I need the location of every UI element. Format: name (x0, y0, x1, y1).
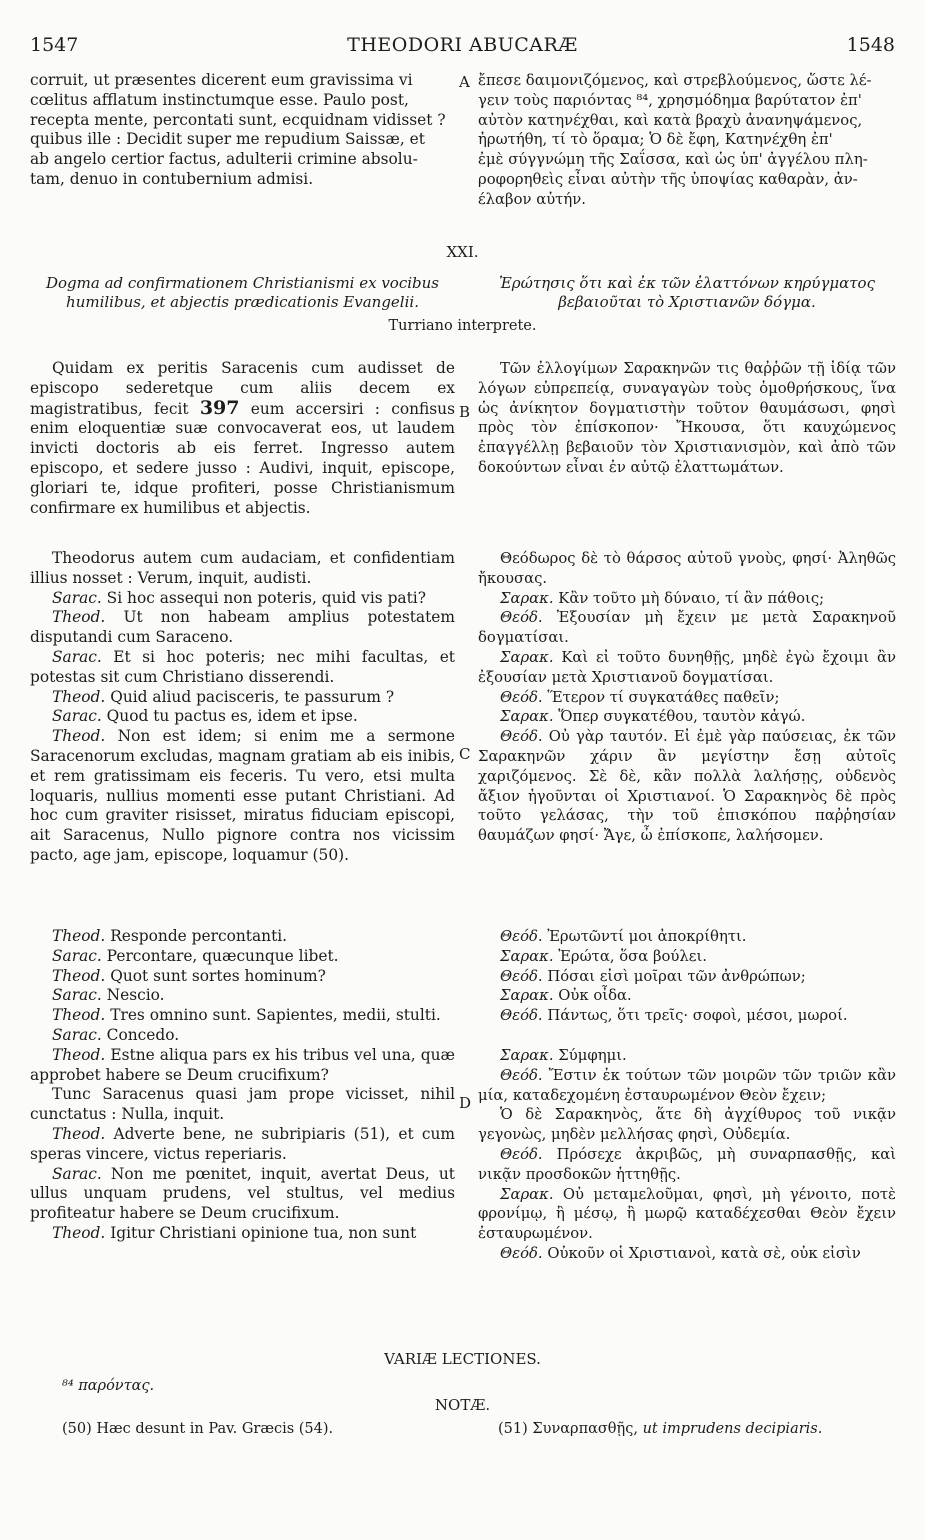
dialogue-text: Theodorus autem cum audaciam, et confidentiam illius nosset : Verum, inquit, audisti. (30, 549, 455, 587)
dialogue-text: Ἐξουσίαν μὴ ἔχειν με μετὰ Σαρακηνοῦ δογματίσαι. (478, 609, 896, 647)
dialogue-line (478, 967, 896, 987)
speaker-label: Sarac. (52, 707, 102, 726)
dialogue-text: Igitur Christiani opinione tua, non sunt (110, 1223, 417, 1242)
dialogue-text: Οὐ μεταμελοῦμαι, φησὶ, μὴ γένοιτο, ποτὲ φρονίμῳ, ἢ μέσῳ, ἢ μωρῷ καταδέχεσθαι Θεὸν ἔχειν ἐσταυρωμένον. (478, 1185, 896, 1243)
dialogue-line (478, 1244, 896, 1264)
column-number: 397 (199, 396, 240, 419)
page-number-left: 1547 (30, 34, 79, 56)
latin-paragraph (30, 359, 455, 518)
dialogue-text: Et si hoc poteris; nec mihi facultas, et potestas sit cum Christiano disserendi. (30, 647, 455, 686)
speaker-label: Sarac. (52, 946, 102, 965)
latin-line: recepta mente, percontati sunt, ecquidnam vidisset ? (30, 110, 446, 129)
speaker-label: Theod. (52, 1006, 106, 1025)
speaker-label: Sarac. (52, 1164, 102, 1183)
speaker-label: Θεόδ. (500, 967, 543, 985)
greek-line: ἠρωτήθη, τί τὸ ὅραμα; Ὁ δὲ ἔφη, Κατηνέχθη ἐπ' (478, 131, 833, 149)
dialogue-text: Quot sunt sortes hominum? (110, 966, 326, 985)
dialogue-text: Tunc Saracenus quasi jam prope vicisset, nihil cunctatus : Nulla, inquit. (30, 1085, 455, 1124)
greek-dialogue-b (478, 927, 896, 1264)
dialogue-line (478, 608, 896, 648)
dialogue-text: Ὁ δὲ Σαρακηνὸς, ἅτε δὴ ἀγχίθυρος τοῦ νικᾷν γεγονὼς, μηδὲν μελλήσας φησὶ, Οὐδεμία. (478, 1106, 896, 1144)
note-51 (498, 1421, 822, 1437)
speaker-label: Σαρακ. (500, 1046, 554, 1064)
note-51-greek: (51) Συναρπασθῇς, (498, 1421, 638, 1437)
latin-dialogue-b (30, 927, 455, 1244)
speaker-label: Θεόδ. (500, 1066, 543, 1084)
greek-line: ἔπεσε δαιμονιζόμενος, καὶ στρεβλούμενος, ὥστε λέ- (478, 72, 872, 89)
dialogue-line (478, 947, 896, 967)
latin-section-title (30, 274, 455, 312)
dialogue-line (30, 986, 455, 1006)
dialogue-line (478, 986, 896, 1006)
dialogue-line (478, 648, 896, 688)
dialogue-line (30, 1165, 455, 1224)
dialogue-line (30, 1046, 455, 1086)
latin-line: ab angelo certior factus, adulterii crimine absolu- (30, 150, 418, 169)
dialogue-line (30, 1085, 455, 1125)
dialogue-text: Κἂν τοῦτο μὴ δύναιο, τί ἂν πάθοις; (558, 589, 825, 607)
greek-line: ἐμὲ σύγγνώμη τῆς Σαΐσσα, καὶ ὡς ὑπ' ἀγγέλου πλη- (478, 151, 868, 169)
variae-lectiones-heading: VARIÆ LECTIONES. (384, 1350, 541, 1368)
dialogue-line (30, 1125, 455, 1165)
latin-title-line: Dogma ad confirmationem Christianismi ex vocibus (45, 274, 439, 292)
dialogue-text: Quid aliud pacisceris, te passurum ? (110, 687, 395, 706)
dialogue-line (30, 947, 455, 967)
latin-dialogue-a (30, 549, 455, 866)
page-number-right: 1548 (846, 34, 895, 56)
dialogue-line (30, 589, 455, 609)
section-number: XXI. (446, 243, 479, 261)
dialogue-line (30, 707, 455, 727)
greek-paragraph: Τῶν ἐλλογίμων Σαρακηνῶν τις θαῤῥῶν τῇ ἰδίᾳ τῶν λόγων εὐπρεπείᾳ, συναγαγὼν τοὺς ὁμοθρήσκους, ἵνα ὡς ἀνίκητον δογματιστὴν τοῦτον θαυμάσωσι, φησὶ πρὸς τὸν ἐπίσκοπον· Ἤκουσα, ὅτι καυχώμενος ἐπαγγέλλῃ βεβαιοῦν τὸν Χριστιανισμὸν, καὶ ἀπὸ τῶν δοκούντων εἶναι ἐν αὐτῷ ἐλαττωμάτων. (478, 360, 896, 476)
speaker-label: Σαρακ. (500, 987, 554, 1005)
greek-line: ροφορηθεὶς εἶναι αὐτὴν τῆς ὑποψίας καθαρὰν, ἀν- (478, 170, 858, 188)
dialogue-line (30, 727, 455, 866)
dialogue-line (478, 1006, 896, 1026)
dialogue-text: Ut non habeam amplius potestatem disputandi cum Saraceno. (30, 608, 455, 647)
dialogue-text: Quod tu pactus es, idem et ipse. (106, 707, 358, 726)
greek-dialogue-a (478, 549, 896, 846)
note-50: (50) Hæc desunt in Pav. Græcis (54). (62, 1421, 334, 1437)
dialogue-text: Πόσαι εἰσὶ μοῖραι τῶν ἀνθρώπων; (547, 967, 806, 985)
dialogue-text: Responde percontanti. (110, 927, 288, 945)
speaker-label: Sarac. (52, 1025, 102, 1044)
dialogue-text: Adverte bene, ne subripiaris (51), et cum speras vincere, victus reperiaris. (30, 1124, 455, 1163)
greek-intro (478, 359, 896, 478)
dialogue-text: Ἕτερον τί συγκατάθες παθεῖν; (547, 688, 780, 706)
notae-heading: NOTÆ. (434, 1396, 491, 1414)
greek-line: γειν τοὺς παριόντας ⁸⁴, χρησμόδημα βαρύτατον ἐπ' (478, 91, 862, 109)
dialogue-text: Estne aliqua pars ex his tribus vel una, quæ approbet habere se Deum crucifixum? (30, 1045, 455, 1084)
latin-line: tam, denuo in contubernium admisi. (30, 169, 314, 188)
speaker-label: Theod. (52, 687, 106, 706)
dialogue-line (478, 1105, 896, 1145)
dialogue-line (478, 1066, 896, 1106)
running-header (30, 34, 895, 62)
latin-intro (30, 359, 455, 518)
running-title: THEODORI ABUCARÆ (347, 34, 578, 56)
dialogue-text: Concedo. (106, 1025, 180, 1044)
dialogue-text: Οὐ γὰρ ταυτόν. Εἰ ἐμὲ γὰρ παύσειας, ἐκ τῶν Σαρακηνῶν χάριν ἂν μεγίστην ἔσῃ αὐτοῖς χαριζόμενος. Σὲ δὲ, κἂν πολλὰ λαλήσῃς, οὐδενὸς ἄξιον ἡγοῦνται οἱ Χριστιανοί. Ὁ Σαρακηνὸς δὲ πρὸς τοῦτο γελάσας, τὴν τοῦ ἐπισκόπου παῤῥησίαν θαυμάζων φησί· Ἄγε, ὦ ἐπίσκοπε, λαλήσομεν. (478, 728, 896, 845)
dialogue-line (478, 1145, 896, 1185)
speaker-label: Sarac. (52, 647, 102, 666)
latin-intro-start: Quidam ex peritis Saracenis cum audisset de episcopo sederetque cum aliis decem ex magistratibus, fecit (30, 359, 455, 418)
speaker-label: Theod. (52, 1223, 106, 1242)
dialogue-text: Καὶ εἰ τοῦτο δυνηθῇς, μηδὲ ἐγὼ ἔχοιμι ἂν ἐξουσίαν μετὰ Χριστιανοῦ δογματίσαι. (478, 648, 896, 686)
speaker-label: Σαρακ. (500, 947, 554, 965)
margin-letter-c: C (459, 745, 471, 763)
margin-letter-b: B (459, 403, 471, 421)
speaker-label: Θεόδ. (500, 1145, 543, 1163)
speaker-label: Θεόδ. (500, 1244, 543, 1262)
latin-line: quibus ille : Decidit super me repudium Saissæ, et (30, 130, 425, 149)
speaker-label: Theod. (52, 1124, 106, 1143)
dialogue-line (30, 927, 455, 947)
dialogue-line (478, 707, 896, 727)
dialogue-text: Non est idem; si enim me a sermone Saracenorum excludas, magnam gratiam ab eis inibis, et rem gratissimam eis feceris. Tu vero, etsi multa loquaris, nullius momenti esse putant Christiani. Ad hoc cum graviter risisset, miratus fiduciam episcopi, ait Saracenus, Nullo pignore contra nos vicissim pacto, age jam, episcope, loquamur (50). (30, 727, 455, 864)
greek-title-line: βεβαιοῦται τὸ Χριστιανῶν δόγμα. (558, 293, 816, 311)
dialogue-text: Θεόδωρος δὲ τὸ θάρσος αὐτοῦ γνοὺς, φησί· Ἀληθῶς ἤκουσας. (478, 550, 896, 587)
dialogue-line (478, 688, 896, 708)
dialogue-line (30, 688, 455, 708)
dialogue-line (478, 927, 896, 947)
dialogue-line (30, 1224, 455, 1244)
dialogue-line (30, 1026, 455, 1046)
variant-reading-84: ⁸⁴ παρόντας. (62, 1378, 155, 1394)
greek-line: έλαβον αὐτήν. (478, 190, 586, 208)
speaker-label: Theod. (52, 927, 106, 945)
dialogue-line (478, 1185, 896, 1244)
greek-line: αὐτὸν κατηνέχθαι, καὶ κατὰ βραχὺ ἀνανηψάμενος, (478, 111, 863, 129)
dialogue-text: Οὐκοῦν οἱ Χριστιανοὶ, κατὰ σὲ, οὐκ εἰσὶν (547, 1244, 861, 1262)
margin-letter-a: A (459, 73, 470, 91)
speaker-label: Theod. (52, 727, 106, 746)
dialogue-text: Nescio. (106, 986, 165, 1005)
speaker-label: Σαρακ. (500, 708, 554, 726)
latin-top-block (30, 71, 455, 190)
dialogue-line (30, 648, 455, 688)
dialogue-text: Si hoc assequi non poteris, quid vis pati? (106, 588, 426, 607)
dialogue-line (478, 727, 896, 846)
dialogue-text: Ἐρώτα, ὅσα βούλει. (558, 947, 707, 965)
dialogue-text: Ἔστιν ἐκ τούτων τῶν μοιρῶν τῶν τριῶν κἂν μία, καταδεχομένη ἐσταυρωμένον Θεὸν ἔχειν; (478, 1066, 896, 1104)
greek-section-title (478, 274, 896, 312)
dialogue-text: Πρόσεχε ἀκριβῶς, μὴ συναρπασθῇς, καὶ νικᾷν προσδοκῶν ἡττηθῇς. (478, 1145, 896, 1183)
dialogue-text: Tres omnino sunt. Sapientes, medii, stulti. (110, 1006, 441, 1025)
speaker-label: Sarac. (52, 588, 102, 607)
speaker-label: Sarac. (52, 986, 102, 1005)
dialogue-line (30, 1006, 455, 1026)
dialogue-line (30, 967, 455, 987)
margin-letter-d: D (459, 1094, 472, 1112)
dialogue-text: Σύμφημι. (558, 1046, 627, 1064)
dialogue-line (478, 1046, 896, 1066)
dialogue-line (478, 549, 896, 589)
interpreter-line: Turriano interprete. (388, 318, 537, 334)
latin-title-line: humilibus, et abjectis prædicationis Evangelii. (66, 293, 419, 311)
speaker-label: Σαρακ. (500, 1185, 554, 1203)
speaker-label: Σαρακ. (500, 648, 554, 666)
note-51-latin: ut imprudens decipiaris. (642, 1421, 823, 1437)
speaker-label: Θεόδ. (500, 688, 543, 706)
greek-title-line: Ἐρώτησις ὅτι καὶ ἐκ τῶν ἐλαττόνων κηρύγματος (499, 274, 875, 292)
speaker-label: Theod. (52, 608, 106, 627)
dialogue-text: Οὐκ οἶδα. (558, 987, 632, 1005)
dialogue-line (30, 549, 455, 589)
speaker-label: Σαρακ. (500, 589, 554, 607)
dialogue-text: Non me pœnitet, inquit, avertat Deus, ut ullus unquam prudens, vel stultus, vel medius profiteatur habere se Deum crucifixum. (30, 1164, 455, 1223)
greek-top-block (478, 71, 896, 210)
dialogue-text: Ἐρωτῶντί μοι ἀποκρίθητι. (547, 928, 747, 945)
speaker-label: Θεόδ. (500, 728, 543, 746)
dialogue-line (478, 589, 896, 609)
latin-intro-end: eum accersiri : confisus enim eloquentiæ suæ convocaverat eos, ut laudem invicti doctoris ab eis ferret. Ingresso autem episcopo, et sedere jusso : Audivi, inquit, episcope, gloriari te, idque profiteri, posse Christianismum confirmare ex humilibus et abjectis. (30, 399, 455, 517)
dialogue-text: Ὅπερ συγκατέθου, ταυτὸν κἀγώ. (558, 708, 806, 726)
speaker-label: Theod. (52, 1045, 106, 1064)
dialogue-text: Percontare, quæcunque libet. (106, 946, 339, 965)
speaker-label: Theod. (52, 966, 106, 985)
latin-line: cœlitus afflatum instinctumque esse. Paulo post, (30, 90, 409, 109)
speaker-label: Θεόδ. (500, 928, 543, 945)
speaker-label: Θεόδ. (500, 1007, 543, 1025)
latin-line: corruit, ut præsentes dicerent eum gravissima vi (30, 71, 413, 89)
dialogue-text: Πάντως, ὅτι τρεῖς· σοφοὶ, μέσοι, μωροί. (547, 1007, 848, 1025)
speaker-label: Θεόδ. (500, 609, 543, 627)
dialogue-line (30, 608, 455, 648)
